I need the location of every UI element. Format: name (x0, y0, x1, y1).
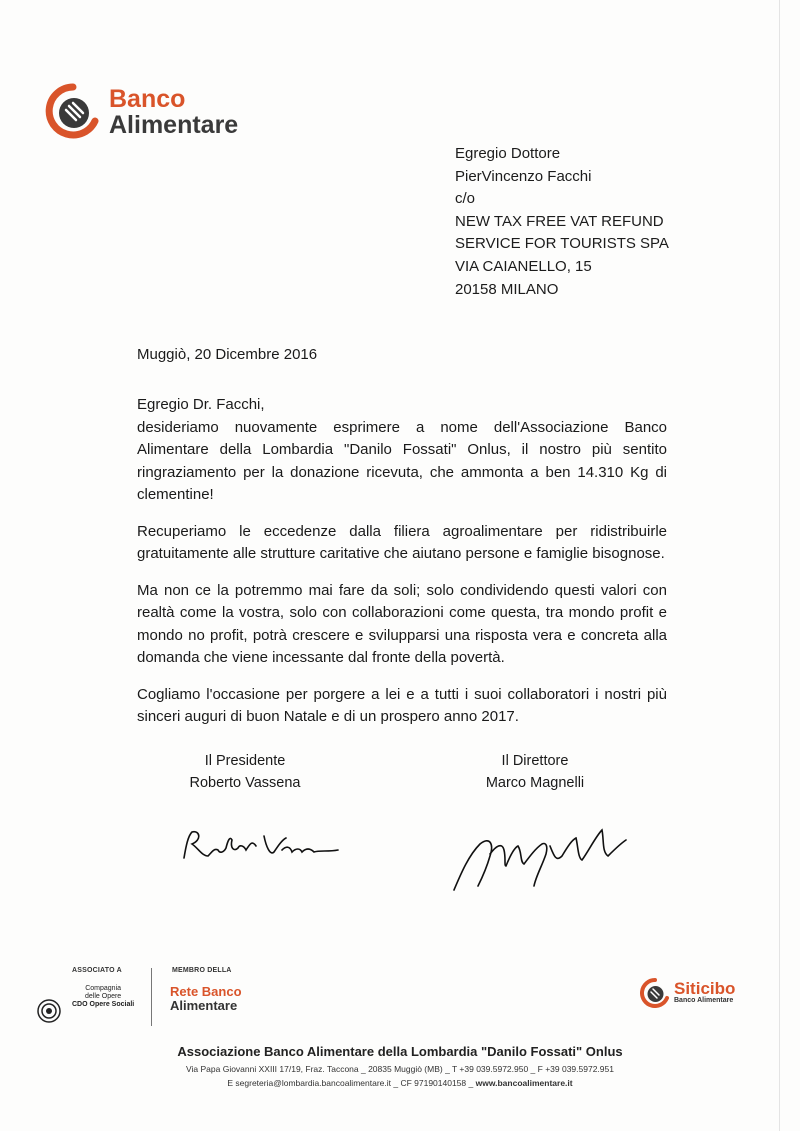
rete-line-2: Alimentare (170, 998, 238, 1013)
president-name: Roberto Vassena (189, 775, 301, 791)
cdo-logo-icon (36, 998, 62, 1024)
president-signature (178, 826, 348, 866)
president-block (170, 750, 320, 794)
address-line: PierVincenzo Facchi (455, 167, 592, 185)
logo-wordmark (109, 86, 238, 138)
logo-line-2: Alimentare (109, 111, 239, 139)
rete-line-1: Rete Banco (170, 984, 242, 999)
cdo-line-2: delle Opere (85, 993, 122, 1000)
footer-website: www.bancoalimentare.it (475, 1078, 573, 1088)
director-block (460, 750, 610, 794)
letter-body (137, 394, 667, 743)
member-label: MEMBRO DELLA (172, 967, 232, 974)
cdo-line-3: CDO Opere Sociali (72, 1001, 135, 1008)
footer-address: Via Papa Giovanni XXIII 17/19, Fraz. Taccona _ 20835 Muggiò (MB) _ T +39 039.5972.950 _ F +39 039.5972.951 (186, 1064, 614, 1074)
siticibo-logo-icon (640, 978, 670, 1008)
address-line: c/o (455, 190, 476, 208)
cdo-text (72, 985, 134, 1009)
rete-banco-alimentare-logo (170, 985, 242, 1013)
cdo-line-1: Compagnia (85, 985, 122, 992)
siticibo-line-2: Banco Alimentare (674, 997, 734, 1004)
siticibo-wordmark (674, 979, 736, 1007)
address-line: SERVICE FOR TOURISTS SPA (455, 235, 669, 253)
associated-label: ASSOCIATO A (72, 967, 122, 974)
paragraph-4: Cogliamo l'occasione per porgere a lei e a tutti i suoi collaboratori i nostri più sinceri auguri di buon Natale e di un prospero anno 2017. (137, 685, 667, 725)
footer-contacts (0, 1078, 800, 1088)
footer-email: E segreteria@lombardia.bancoalimentare.it _ CF 97190140158 _ (227, 1078, 474, 1088)
director-title: Il Direttore (501, 753, 569, 769)
recipient-address (455, 143, 669, 301)
footer-divider (151, 968, 152, 1026)
footer-org-name: Associazione Banco Alimentare della Lombardia "Danilo Fossati" Onlus (177, 1044, 623, 1059)
address-line: 20158 MILANO (455, 280, 559, 298)
scan-edge (779, 0, 780, 1131)
salutation: Egregio Dr. Facchi, (137, 396, 265, 413)
banco-alimentare-logo-icon (45, 83, 101, 139)
address-line: Egregio Dottore (455, 145, 561, 162)
address-line: NEW TAX FREE VAT REFUND (455, 212, 664, 230)
paragraph-1: desideriamo nuovamente esprimere a nome dell'Associazione Banco Alimentare della Lombardia "Danilo Fossati" Onlus, il nostro più sentito ringraziamento per la donazione ricevuta, che ammonta a ben 14.310 Kg di clementine! (137, 418, 667, 503)
paragraph-2: Recuperiamo le eccedenze dalla filiera agroalimentare per ridistribuirle gratuitamente alle strutture caritative che aiutano persone e famiglie bisognose. (137, 522, 667, 562)
letter-date: Muggiò, 20 Dicembre 2016 (137, 346, 318, 363)
president-title: Il Presidente (204, 753, 286, 769)
logo-line-1: Banco (109, 85, 186, 113)
director-signature (450, 826, 640, 896)
paragraph-3: Ma non ce la potremmo mai fare da soli; solo condividendo questi valori con realtà come la vostra, solo con collaborazioni come questa, tra mondo profit e mondo no profit, potrà crescere e svilupparsi una risposta vera e concreta alla domanda che viene incessante dal fronte della povertà. (137, 581, 667, 666)
address-line: VIA CAIANELLO, 15 (455, 257, 592, 275)
siticibo-line-1: Siticibo (674, 979, 736, 998)
director-name: Marco Magnelli (485, 775, 585, 791)
